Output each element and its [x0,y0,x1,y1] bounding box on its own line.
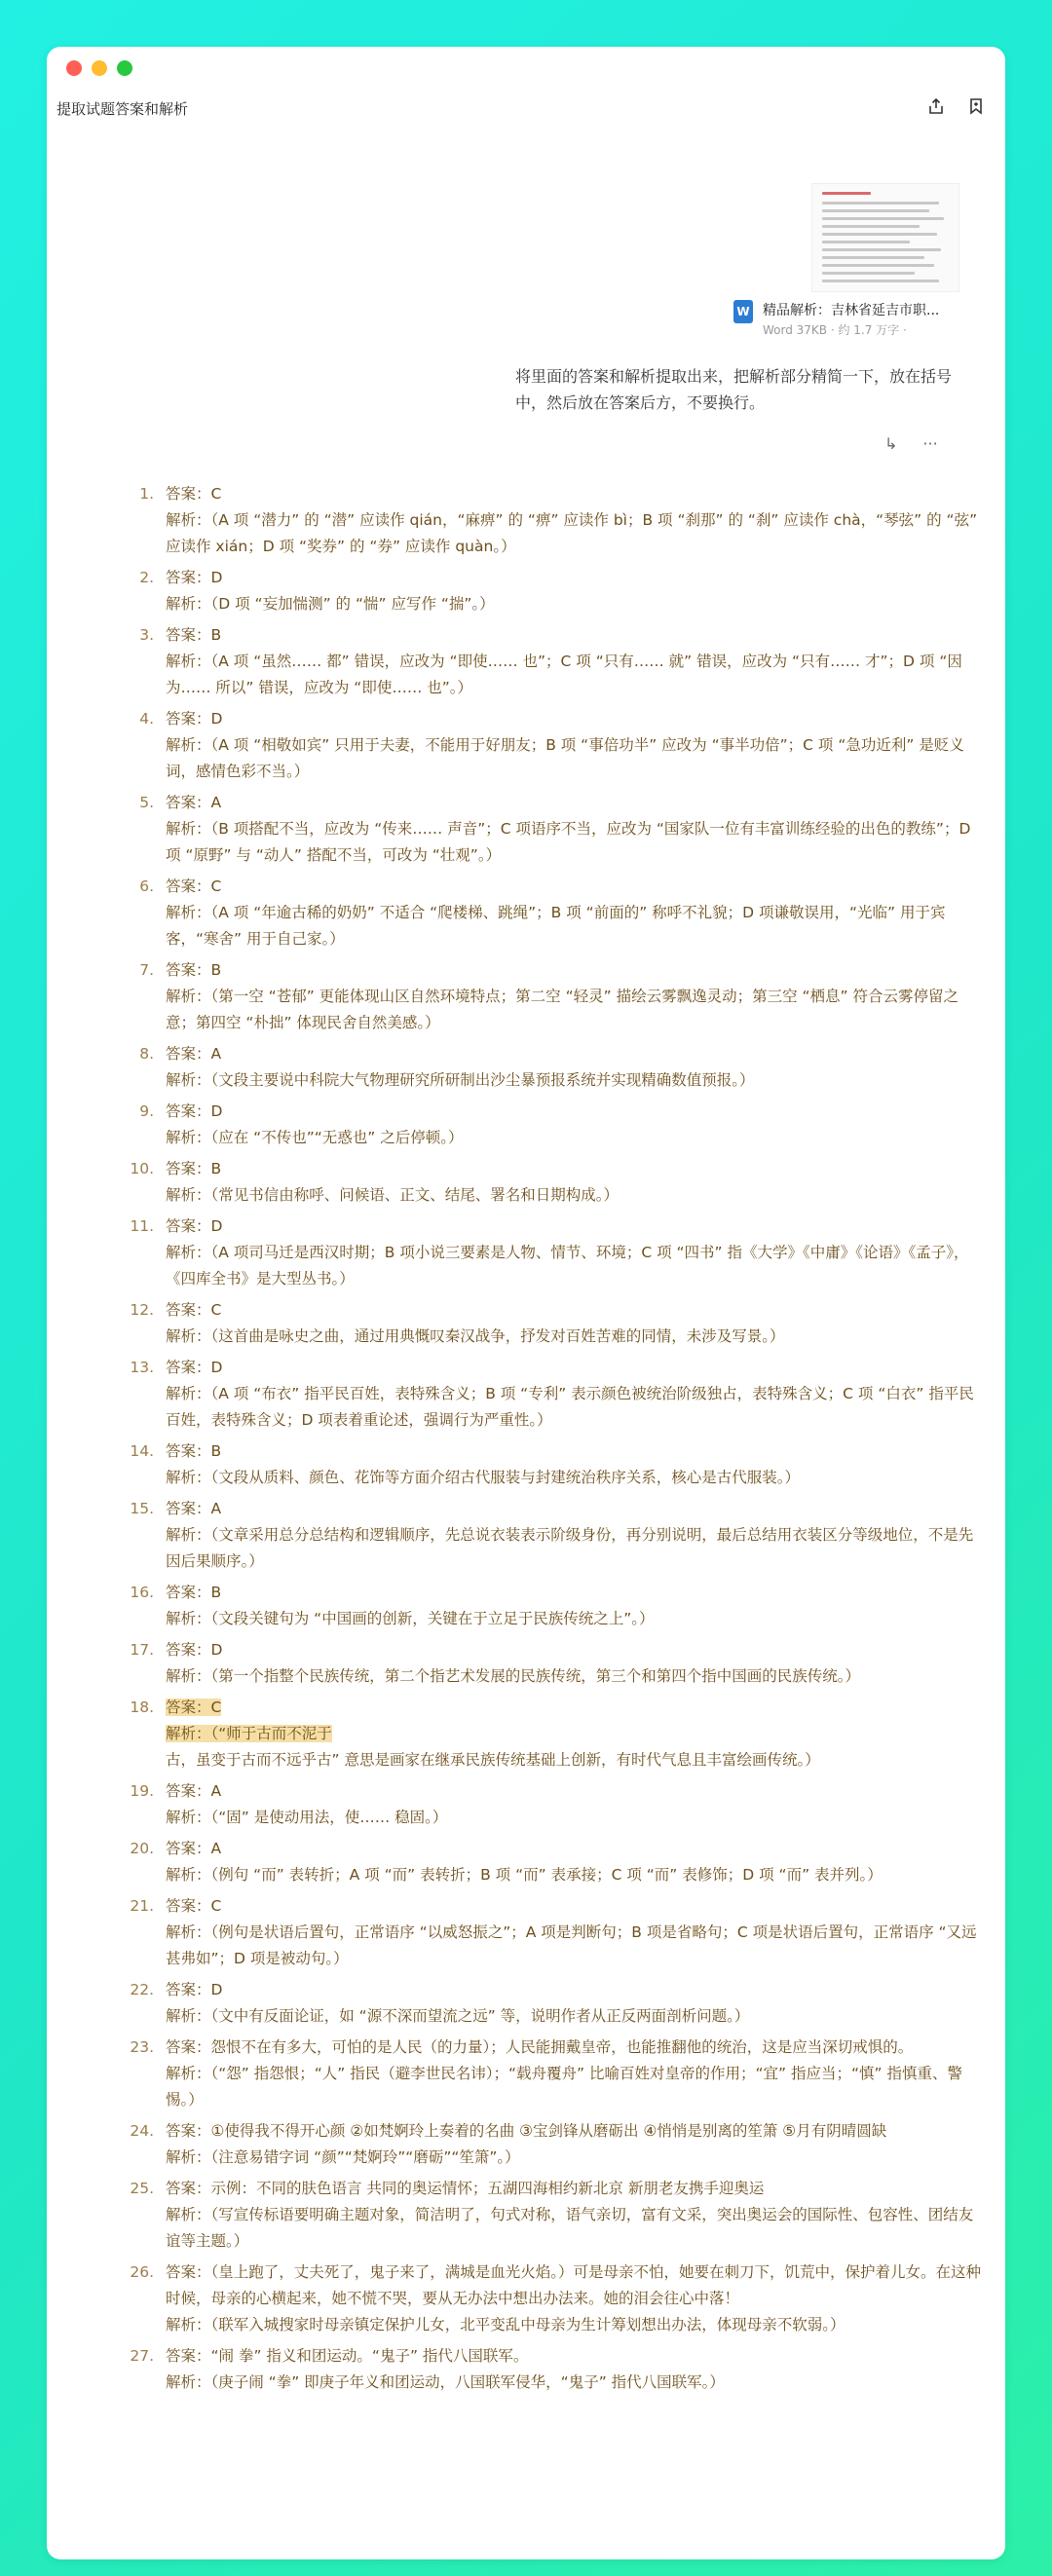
answer-value: 答案：D [166,569,223,586]
list-item [105,2343,982,2396]
answer-text [166,1637,982,1663]
list-item [105,1297,982,1350]
item-number: 5. [139,794,154,811]
item-number: 3. [139,626,154,644]
list-item [105,1977,982,2030]
answer-text [166,2259,982,2312]
analysis-value: 解析：（A 项 “相敬如宾” 只用于夫妻，不能用于好朋友；B 项 “事倍功半” 应改为 “事半功倍”；C 项 “急功近利” 是贬义词，感情色彩不当。） [166,736,964,780]
app-window [47,47,1005,2559]
item-body [166,1836,982,1888]
analysis-value: 解析：（文中有反面论证，如 “源不深而望流之远” 等，说明作者从正反两面剖析问题。） [166,2007,750,2025]
answer-value: 答案：B [166,1160,222,1177]
item-number: 19. [130,1782,154,1800]
analysis-text [166,649,982,701]
answer-text [166,1297,982,1324]
list-item [105,1496,982,1575]
list-item [105,957,982,1036]
analysis-value: 解析：（D 项 “妄加惴测” 的 “惴” 应写作 “揣”。） [166,595,495,613]
answer-value: 答案：C [166,877,222,895]
item-number: 9. [139,1102,154,1120]
list-item [105,1893,982,1972]
document-thumbnail [811,183,959,292]
analysis-value: 解析：（B 项搭配不当，应改为 “传来…… 声音”；C 项语序不当，应改为 “国家队一位有丰富训练经验的出色的教练”；D 项 “原野” 与 “动人” 搭配不当，可改为 “壮观”。） [166,820,971,864]
analysis-value: 解析：（庚子闹 “拳” 即庚子年义和团运动，八国联军侵华，“鬼子” 指代八国联军。） [166,2373,725,2391]
attachment-card[interactable] [733,183,987,392]
item-number: 10. [130,1160,154,1177]
answer-value: 答案：D [166,710,223,728]
answer-value: 答案：B [166,1584,222,1601]
attachment-file-name: 精品解析：吉林省延吉市职... [763,303,940,318]
answer-value: 答案：C [166,1699,222,1716]
item-body [166,2343,982,2396]
item-number: 17. [130,1641,154,1659]
list-item [105,1778,982,1831]
minimize-window-button[interactable] [92,60,107,76]
item-number: 8. [139,1045,154,1063]
list-item [105,1213,982,1292]
answer-text [166,565,982,591]
item-number: 23. [130,2038,154,2056]
analysis-value: 解析：（“固” 是使动用法，使…… 稳固。） [166,1809,448,1826]
reply-icon[interactable]: ↳ [884,434,898,453]
item-body [166,1213,982,1292]
item-number: 21. [130,1897,154,1915]
item-body [166,1695,982,1773]
analysis-value: 解析：（文段从质料、颜色、花饰等方面介绍古代服装与封建统治秩序关系，核心是古代服装。） [166,1469,801,1486]
item-body [166,1778,982,1831]
item-number: 26. [130,2263,154,2281]
analysis-value: 解析：（例句 “而” 表转折；A 项 “而” 表转折；B 项 “而” 表承接；C 项 “而” 表修饰；D 项 “而” 表并列。） [166,1866,883,1884]
answer-text [166,706,982,732]
list-item [105,790,982,869]
item-number: 6. [139,877,154,895]
answer-text [166,1041,982,1067]
answer-value: 答案：D [166,1217,223,1235]
analysis-text [166,1920,982,1972]
analysis-value: 解析：（文段主要说中科院大气物理研究所研制出沙尘暴预报系统并实现精确数值预报。） [166,1071,755,1089]
list-item [105,2118,982,2171]
item-body [166,706,982,785]
item-body [166,790,982,869]
item-number: 25. [130,2180,154,2197]
analysis-text [166,1522,982,1575]
more-options-icon[interactable]: ··· [922,434,938,453]
analysis-text [166,591,982,617]
analysis-value: 解析：（第一个指整个民族传统，第二个指艺术发展的民族传统，第三个和第四个指中国画的民族传统。） [166,1667,861,1685]
answer-text [166,1836,982,1862]
answer-text [166,2176,982,2202]
page-title: 提取试题答案和解析 [56,100,189,118]
analysis-text [166,2003,982,2030]
list-item [105,481,982,560]
list-item [105,2035,982,2113]
word-file-icon: W [733,300,753,323]
item-number: 11. [130,1217,154,1235]
analysis-text [166,732,982,785]
answer-value: 答案：C [166,485,222,503]
analysis-text [166,2370,982,2396]
analysis-value: 解析：（A 项 “虽然…… 都” 错误，应改为 “即使…… 也”；C 项 “只有…… 就” 错误，应改为 “只有…… 才”；D 项 “因为…… 所以” 错误，应改为 “即使…… 也”。） [166,653,962,696]
list-item [105,1695,982,1773]
analysis-value: 解析：（A 项 “潜力” 的 “潜” 应读作 qián，“麻痹” 的 “痹” 应读作 bì；B 项 “刹那” 的 “刹” 应读作 chà，“琴弦” 的 “弦” 应读作 xián；D 项 “奖券” 的 “券” 应读作 quàn。） [166,511,978,555]
item-body [166,1977,982,2030]
analysis-value: 解析：（写宣传标语要明确主题对象，简洁明了，句式对称，语气亲切，富有文采，突出奥运会的国际性、包容性、团结友谊等主题。） [166,2206,974,2250]
analysis-text [166,1805,982,1831]
answer-value: 答案：怨恨不在有多大，可怕的是人民（的力量）；人民能拥戴皇帝，也能推翻他的统治，这是应当深切戒惧的。 [166,2038,914,2056]
answer-value: 答案：A [166,1782,222,1800]
item-number: 13. [130,1359,154,1376]
analysis-value: 解析：（例句是状语后置句，正常语序 “以威怒振之”；A 项是判断句；B 项是省略句；C 项是状语后置句，正常语序 “又远甚弗如”；D 项是被动句。） [166,1923,977,1967]
answer-text [166,1695,982,1721]
answer-text [166,790,982,816]
analysis-text [166,507,982,560]
answer-value: 答案：A [166,1045,222,1063]
list-item [105,1836,982,1888]
analysis-text [166,900,982,952]
analysis-value: 解析：（“怨” 指怨恨；“人” 指民（避李世民名讳）；“载舟覆舟” 比喻百姓对皇帝的作用；“宜” 指应当；“慎” 指慎重、警惕。） [166,2065,962,2109]
item-body [166,1580,982,1632]
list-item [105,1637,982,1690]
item-body [166,565,982,617]
item-number: 24. [130,2122,154,2140]
window-controls [66,60,132,76]
answer-text [166,1977,982,2003]
list-item [105,1580,982,1632]
item-body [166,2035,982,2113]
item-body [166,1355,982,1434]
list-item [105,874,982,952]
item-body [166,1099,982,1151]
analysis-value: 解析：（这首曲是咏史之曲，通过用典慨叹秦汉战争，抒发对百姓苦难的同情，未涉及写景。） [166,1327,785,1345]
item-number: 12. [130,1301,154,1319]
answer-text [166,2035,982,2061]
answer-text [166,1496,982,1522]
list-item [105,1156,982,1209]
analysis-value: 解析：（文段关键句为 “中国画的创新，关键在于立足于民族传统之上”。） [166,1610,655,1627]
answer-value: 答案：D [166,1102,223,1120]
close-window-button[interactable] [66,60,82,76]
list-item [105,2259,982,2338]
analysis-text [166,1067,982,1094]
answer-text [166,1438,982,1465]
answer-value: 答案：B [166,961,222,979]
analysis-text [166,1381,982,1434]
analysis-text [166,1125,982,1151]
answer-value: 答案：示例：不同的肤色语言 共同的奥运情怀；五湖四海相约新北京 新朋老友携手迎奥运 [166,2180,765,2197]
list-item [105,706,982,785]
item-number: 14. [130,1442,154,1460]
share-icon[interactable] [925,95,947,117]
item-number: 7. [139,961,154,979]
answer-value: 答案：①使得我不得开心颜 ②如梵婀玲上奏着的名曲 ③宝剑锋从磨砺出 ④悄悄是别离的笙箫 ⑤月有阴晴圆缺 [166,2122,887,2140]
analysis-text [166,2312,982,2338]
answer-text [166,481,982,507]
answer-value: 答案：C [166,1897,222,1915]
item-body [166,1041,982,1094]
maximize-window-button[interactable] [117,60,132,76]
item-body [166,1893,982,1972]
answer-list [105,481,982,2401]
item-number: 2. [139,569,154,586]
analysis-value: 解析：（“师于古而不泥于古，虽变于古而不远乎古” 意思是画家在继承民族传统基础上创新，有时代气息且丰富绘画传统。） [166,1725,820,1769]
item-number: 16. [130,1584,154,1601]
answer-text [166,874,982,900]
analysis-value: 解析：（联军入城搜家时母亲镇定保护儿女，北平变乱中母亲为生计筹划想出办法，体现母亲不软弱。） [166,2316,845,2333]
item-number: 20. [130,1840,154,1857]
answer-text [166,1099,982,1125]
analysis-text [166,1240,982,1292]
list-item [105,1041,982,1094]
item-body [166,1156,982,1209]
analysis-value: 解析：（注意易错字词 “颜”“梵婀玲”“磨砺”“笙箫”。） [166,2148,520,2166]
item-number: 15. [130,1500,154,1517]
answer-value: 答案：B [166,1442,222,1460]
analysis-text [166,1862,982,1888]
analysis-value: 解析：（文章采用总分总结构和逻辑顺序，先总说衣装表示阶级身份，再分别说明，最后总结用衣装区分等级地位，不是先因后果顺序。） [166,1526,974,1570]
analysis-text [166,2061,982,2113]
answer-text [166,2343,982,2370]
analysis-value: 解析：（常见书信由称呼、问候语、正文、结尾、署名和日期构成。） [166,1186,620,1204]
answer-value: 答案：A [166,794,222,811]
analysis-text [166,1465,982,1491]
analysis-text [166,1606,982,1632]
item-number: 1. [139,485,154,503]
answer-text [166,1893,982,1920]
analysis-text [166,816,982,869]
analysis-text [166,984,982,1036]
item-body [166,2259,982,2338]
answer-text [166,2118,982,2145]
item-body [166,1297,982,1350]
analysis-text [166,1721,982,1773]
item-body [166,1438,982,1491]
answer-value: 答案：A [166,1500,222,1517]
analysis-text [166,1663,982,1690]
answer-value: 答案：C [166,1301,222,1319]
answer-value: 答案：“闹 拳” 指义和团运动。“鬼子” 指代八国联军。 [166,2347,529,2365]
answer-text [166,957,982,984]
analysis-text [166,2202,982,2255]
analysis-value: 解析：（第一空 “苍郁” 更能体现山区自然环境特点；第二空 “轻灵” 描绘云雾飘逸灵动；第三空 “栖息” 符合云雾停留之意；第四空 “朴拙” 体现民舍自然美感。） [166,988,958,1031]
item-number: 22. [130,1981,154,1998]
answer-value: 答案：（皇上跑了，丈夫死了，鬼子来了，满城是血光火焰。）可是母亲不怕，她要在刺刀下，饥荒中，保护着儿女。在这种时候，母亲的心横起来，她不慌不哭，要从无办法中想出办法来。她的泪会往心中落！ [166,2263,982,2307]
item-number: 18. [130,1699,154,1716]
answer-text [166,622,982,649]
answer-text [166,1213,982,1240]
item-body [166,957,982,1036]
list-item [105,2176,982,2255]
answer-text [166,1580,982,1606]
item-body [166,1496,982,1575]
answer-text [166,1778,982,1805]
message-actions [884,434,938,453]
item-body [166,622,982,701]
list-item [105,1099,982,1151]
analysis-text [166,2145,982,2171]
analysis-value: 解析：（A 项 “布衣” 指平民百姓，表特殊含义；B 项 “专利” 表示颜色被统治阶级独占，表特殊含义；C 项 “白衣” 指平民百姓，表特殊含义；D 项表着重论述，强调行为严重性。） [166,1385,974,1429]
analysis-value: 解析：（A 项 “年逾古稀的奶奶” 不适合 “爬楼梯、跳绳”；B 项 “前面的” 称呼不礼貌；D 项谦敬误用，“光临” 用于宾客，“寒舍” 用于自己家。） [166,904,946,948]
analysis-value: 解析：（应在 “不传也”“无惑也” 之后停顿。） [166,1129,464,1146]
attachment-file-meta: Word 37KB · 约 1.7 万字 · [763,323,907,337]
item-body [166,1637,982,1690]
bookmark-icon[interactable] [965,95,987,117]
item-body [166,874,982,952]
item-body [166,2118,982,2171]
user-message: 将里面的答案和解析提取出来，把解析部分精简一下，放在括号中，然后放在答案后方，不要换行。 [515,367,953,412]
answer-value: 答案：D [166,1981,223,1998]
item-body [166,481,982,560]
analysis-value: 解析：（A 项司马迁是西汉时期；B 项小说三要素是人物、情节、环境；C 项 “四书” 指《大学》《中庸》《论语》《孟子》，《四库全书》是大型丛书。） [166,1244,969,1288]
answer-value: 答案：D [166,1641,223,1659]
item-body [166,2176,982,2255]
answer-value: 答案：D [166,1359,223,1376]
answer-text [166,1355,982,1381]
list-item [105,622,982,701]
answer-value: 答案：A [166,1840,222,1857]
list-item [105,1438,982,1491]
item-number: 27. [130,2347,154,2365]
list-item [105,565,982,617]
answer-value: 答案：B [166,626,222,644]
item-number: 4. [139,710,154,728]
analysis-text [166,1182,982,1209]
answer-text [166,1156,982,1182]
list-item [105,1355,982,1434]
analysis-text [166,1324,982,1350]
